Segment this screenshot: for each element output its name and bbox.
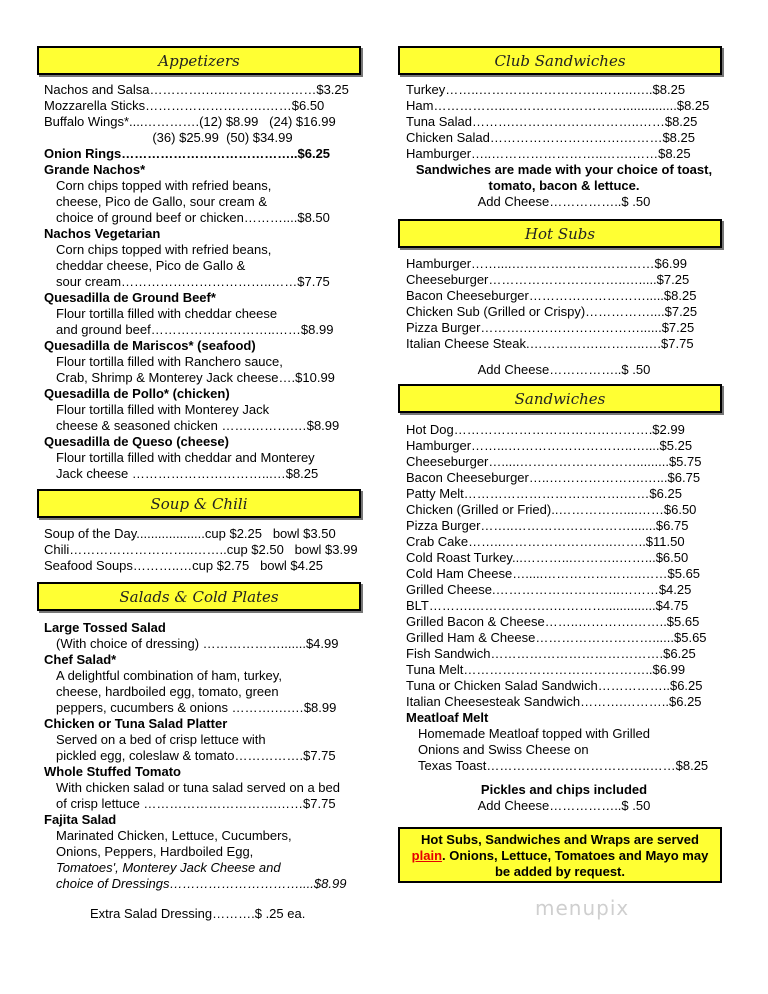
menu-item: Crab Cake……..……………………..……..$11.50 xyxy=(406,534,685,549)
sandwiches-header xyxy=(398,384,722,413)
menu-item-desc: choice of Dressings…………………………....$8.99 xyxy=(56,876,347,891)
appetizers-header xyxy=(37,46,361,75)
menu-item: Tuna or Chicken Salad Sandwich……………..$6.25 xyxy=(406,678,703,693)
soup-title: Soup & Chili xyxy=(150,494,248,513)
menu-item: Onion Rings…………………………………..$6.25 xyxy=(44,146,331,161)
menu-item: Grilled Bacon & Cheese……..………….……..$5.65 xyxy=(406,614,700,629)
menu-item-heading: Quesadilla de Queso (cheese) xyxy=(44,434,229,449)
menu-item: Pizza Burger……..……………………….......$6.75 xyxy=(406,518,689,533)
menu-item-desc: and ground beef………………………..……$8.99 xyxy=(56,322,334,337)
notice-line-1: Hot Subs, Sandwiches and Wraps are served xyxy=(421,832,699,847)
watermark: menupix xyxy=(535,896,630,920)
salads-list xyxy=(44,620,362,892)
menu-item-desc: cheese, hardboiled egg, tomato, green xyxy=(56,684,279,699)
notice-line-2 xyxy=(400,848,720,864)
notice-line-3: be added by request. xyxy=(494,864,626,879)
menu-item: Hamburger…..……………………..…….……$8.25 xyxy=(406,146,691,161)
club-note: Sandwiches are made with your choice of toast, tomato, bacon & lettuce. xyxy=(415,162,713,193)
menu-item-desc: cheese & seasoned chicken …….……….…$8.99 xyxy=(56,418,340,433)
menu-item: Chili………………………..……..cup $2.50 bowl $3.99 xyxy=(44,542,358,557)
menu-item: Bacon Cheeseburger……………………….....$8.25 xyxy=(406,288,697,303)
menu-item-desc: (With choice of dressing) ……………….......$4.99 xyxy=(56,636,339,651)
menu-item: Ham……………..………………………...............$8.25 xyxy=(406,98,710,113)
notice-box xyxy=(398,827,722,883)
sandwiches-add-cheese: Add Cheese……………..$ .50 xyxy=(477,798,651,813)
menu-item-desc: Jack cheese …………………………...…$8.25 xyxy=(56,466,319,481)
notice-line-2-rest: . Onions, Lettuce, Tomatoes and Mayo may xyxy=(442,848,709,863)
menu-item-heading: Fajita Salad xyxy=(44,812,117,827)
menu-item: Chicken Salad………………………….………$8.25 xyxy=(406,130,695,145)
menu-item: Turkey……..……………………….……..…..$8.25 xyxy=(406,82,686,97)
menu-item-heading: Meatloaf Melt xyxy=(406,710,489,725)
hotsubs-header xyxy=(398,219,722,248)
menu-item-heading: Quesadilla de Ground Beef* xyxy=(44,290,216,305)
menu-item-desc: pickled egg, coleslaw & tomato…………….$7.75 xyxy=(56,748,336,763)
menu-item-desc: Homemade Meatloaf topped with Grilled xyxy=(418,726,650,741)
hotsubs-add-cheese: Add Cheese……………..$ .50 xyxy=(477,362,651,377)
menu-item: Cold Roast Turkey...………...………..……...$6.50 xyxy=(406,550,689,565)
soup-list xyxy=(44,526,362,574)
menu-item: Cold Ham Cheese….....…………………..……$5.65 xyxy=(406,566,701,581)
menu-item-desc: Onions and Swiss Cheese on xyxy=(418,742,589,757)
menu-item-heading: Large Tossed Salad xyxy=(44,620,166,635)
pickles-note: Pickles and chips included xyxy=(480,782,648,797)
extra-dressing: Extra Salad Dressing……….$ .25 ea. xyxy=(90,906,306,921)
menu-item: Seafood Soups………..…cup $2.75 bowl $4.25 xyxy=(44,558,323,573)
menu-item: Hot Dog……………………………………….$2.99 xyxy=(406,422,685,437)
club-title: Club Sandwiches xyxy=(494,51,626,70)
sandwiches-title: Sandwiches xyxy=(514,389,606,408)
menu-item: Mozzarella Sticks……………………….……$6.50 xyxy=(44,98,325,113)
menu-item-heading: Grande Nachos* xyxy=(44,162,146,177)
menu-item-desc: Served on a bed of crisp lettuce with xyxy=(56,732,266,747)
menu-item: Nachos and Salsa………….…..…………………$3.25 xyxy=(44,82,349,97)
appetizers-title: Appetizers xyxy=(158,51,240,70)
menu-item-desc: choice of ground beef or chicken………....$8.50 xyxy=(56,210,330,225)
menu-item-desc: Marinated Chicken, Lettuce, Cucumbers, xyxy=(56,828,292,843)
menu-item: Hamburger……....……………………………$6.99 xyxy=(406,256,688,271)
menu-item-heading: Chef Salad* xyxy=(44,652,117,667)
menu-item-desc: Flour tortilla filled with Ranchero sauce, xyxy=(56,354,283,369)
menu-item-heading: Nachos Vegetarian xyxy=(44,226,161,241)
menu-item-desc: Texas Toast………………………………..……$8.25 xyxy=(418,758,709,773)
hotsubs-list xyxy=(406,256,722,378)
menu-item: Buffalo Wings*....………….(12) $8.99 (24) $16.99 xyxy=(44,114,336,129)
menu-item: Fish Sandwich………………………………….$6.25 xyxy=(406,646,696,661)
menu-item-desc: Corn chips topped with refried beans, xyxy=(56,178,272,193)
menu-item: Patty Melt……………………………….……$6.25 xyxy=(406,486,682,501)
menu-item: Tuna Melt……………………………………..$6.99 xyxy=(406,662,686,677)
menu-item-desc: A delightful combination of ham, turkey, xyxy=(56,668,282,683)
menu-item-heading: Whole Stuffed Tomato xyxy=(44,764,181,779)
menu-item-desc: Corn chips topped with refried beans, xyxy=(56,242,272,257)
plain-word: plain xyxy=(411,848,443,863)
menu-item-desc: peppers, cucumbers & onions ……….….…$8.99 xyxy=(56,700,337,715)
menu-item: Chicken (Grilled or Fried)..……………....……$6.50 xyxy=(406,502,697,517)
club-add-cheese: Add Cheese……………..$ .50 xyxy=(477,194,651,209)
menu-item-desc: sour cream……………………………..……$7.75 xyxy=(56,274,330,289)
menu-item: Cheeseburger….....……………………….........$5.75 xyxy=(406,454,702,469)
menu-item-heading: Quesadilla de Pollo* (chicken) xyxy=(44,386,230,401)
menu-item-desc: Crab, Shrimp & Monterey Jack cheese….$10.99 xyxy=(56,370,335,385)
salads-header xyxy=(37,582,361,611)
menu-item: Soup of the Day...................cup $2.25 bowl $3.50 xyxy=(44,526,336,541)
menu-item: Italian Cheese Steak.…………….………..….$7.75 xyxy=(406,336,694,351)
club-list xyxy=(406,82,722,210)
menu-item: Italian Cheesesteak Sandwich……….………..$6.25 xyxy=(406,694,702,709)
menu-item-desc: Flour tortilla filled with Monterey Jack xyxy=(56,402,270,417)
menu-item-heading: Chicken or Tuna Salad Platter xyxy=(44,716,228,731)
menu-item-desc: With chicken salad or tuna salad served on a bed xyxy=(56,780,341,795)
menu-item: Tuna Salad……….………………………..……$8.25 xyxy=(406,114,698,129)
menu-item: Cheeseburger…………………………..….....$7.25 xyxy=(406,272,690,287)
menu-item-desc: Flour tortilla filled with cheddar and Monterey xyxy=(56,450,315,465)
menu-item: Bacon Cheeseburger…..………………….…...$6.75 xyxy=(406,470,701,485)
club-header xyxy=(398,46,722,75)
menu-item: Chicken Sub (Grilled or Crispy)……………....$7.25 xyxy=(406,304,698,319)
menu-item-desc: of crisp lettuce ………………………….……$7.75 xyxy=(56,796,336,811)
menu-item: (36) $25.99 (50) $34.99 xyxy=(44,130,293,145)
menu-item: BLT……….……………….…………..............$4.75 xyxy=(406,598,689,613)
menu-item: Pizza Burger……….………………………......$7.25 xyxy=(406,320,695,335)
menu-item-desc: cheese, Pico de Gallo, sour cream & xyxy=(56,194,267,209)
soup-header xyxy=(37,489,361,518)
menu-item: Hamburger……...………………………..…....$5.25 xyxy=(406,438,693,453)
menu-item-desc: cheddar cheese, Pico de Gallo & xyxy=(56,258,246,273)
menu-item-desc: Tomatoes', Monterey Jack Cheese and xyxy=(56,860,281,875)
menu-item-heading: Quesadilla de Mariscos* (seafood) xyxy=(44,338,256,353)
menu-item: Grilled Ham & Cheese………………………......$5.65 xyxy=(406,630,707,645)
hotsubs-title: Hot Subs xyxy=(524,224,596,243)
menu-item-desc: Onions, Peppers, Hardboiled Egg, xyxy=(56,844,254,859)
salads-title: Salads & Cold Plates xyxy=(119,587,279,606)
menu-item-desc: Flour tortilla filled with cheddar cheese xyxy=(56,306,278,321)
menu-item: Grilled Cheese.………………………..………$4.25 xyxy=(406,582,692,597)
sandwiches-list xyxy=(406,422,722,814)
appetizers-list xyxy=(44,82,362,482)
